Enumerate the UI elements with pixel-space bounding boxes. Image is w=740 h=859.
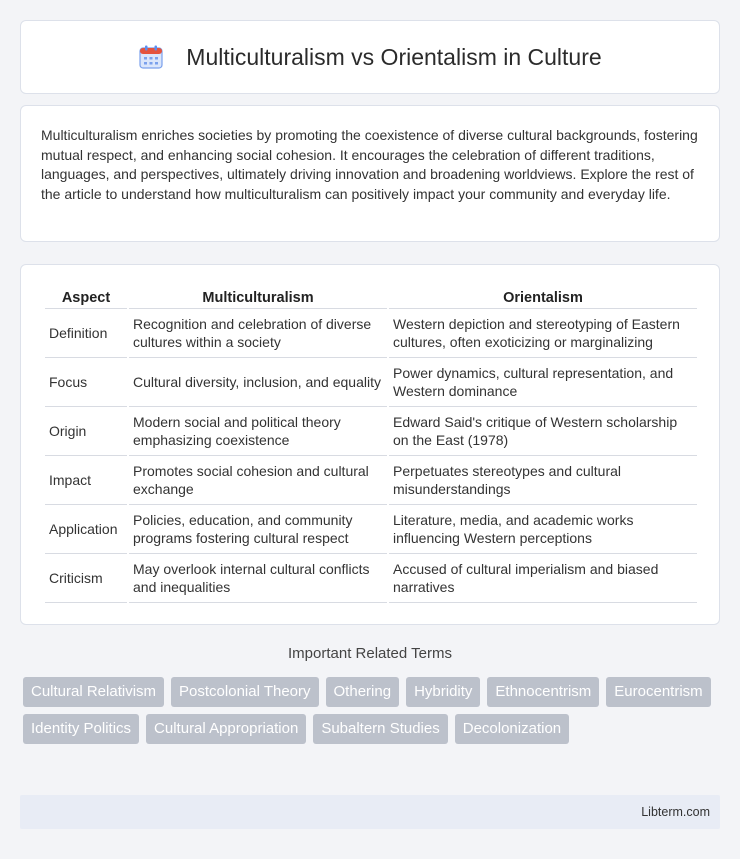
column-header-multiculturalism: Multiculturalism [129, 285, 387, 309]
multiculturalism-cell: Cultural diversity, inclusion, and equality [129, 358, 387, 407]
related-term-tag[interactable]: Cultural Appropriation [146, 714, 306, 744]
aspect-cell: Application [45, 505, 127, 554]
intro-text: Multiculturalism enriches societies by promoting the coexistence of diverse cultural backgrounds, fostering mutual respect, and enhancing social cohesion. It encourages the celebration of different traditions, languages, and perspectives, ultimately driving innovation and broadening worldviews. Explore the rest of the article to understand how multiculturalism can positively impact your community and everyday life. [41, 127, 698, 202]
footer-site-link[interactable]: Libterm.com [641, 805, 710, 819]
related-term-tag[interactable]: Othering [326, 677, 400, 707]
table-row [45, 456, 697, 505]
intro-card [20, 105, 720, 242]
related-term-tag[interactable]: Ethnocentrism [487, 677, 599, 707]
aspect-cell: Definition [45, 309, 127, 358]
comparison-table-card [20, 264, 720, 625]
aspect-cell: Origin [45, 407, 127, 456]
table-row [45, 554, 697, 603]
aspect-cell: Focus [45, 358, 127, 407]
related-term-tag[interactable]: Hybridity [406, 677, 480, 707]
table-header-row [45, 285, 697, 309]
related-term-tag[interactable]: Postcolonial Theory [171, 677, 318, 707]
multiculturalism-cell: Modern social and political theory emphasizing coexistence [129, 407, 387, 456]
comparison-table [43, 285, 699, 603]
aspect-cell: Impact [45, 456, 127, 505]
orientalism-cell: Power dynamics, cultural representation, and Western dominance [389, 358, 697, 407]
header-card [20, 20, 720, 94]
table-row [45, 358, 697, 407]
multiculturalism-cell: Promotes social cohesion and cultural exchange [129, 456, 387, 505]
orientalism-cell: Perpetuates stereotypes and cultural misunderstandings [389, 456, 697, 505]
orientalism-cell: Western depiction and stereotyping of Eastern cultures, often exoticizing or marginalizing [389, 309, 697, 358]
multiculturalism-cell: Recognition and celebration of diverse cultures within a society [129, 309, 387, 358]
multiculturalism-cell: May overlook internal cultural conflicts and inequalities [129, 554, 387, 603]
related-term-tag[interactable]: Eurocentrism [606, 677, 710, 707]
related-term-tag[interactable]: Cultural Relativism [23, 677, 164, 707]
related-terms-title: Important Related Terms [288, 645, 452, 662]
related-term-tag[interactable]: Subaltern Studies [313, 714, 447, 744]
table-row [45, 309, 697, 358]
aspect-cell: Criticism [45, 554, 127, 603]
table-row [45, 505, 697, 554]
multiculturalism-cell: Policies, education, and community programs fostering cultural respect [129, 505, 387, 554]
related-term-tag[interactable]: Decolonization [455, 714, 569, 744]
related-terms-list [23, 677, 723, 751]
column-header-orientalism: Orientalism [389, 285, 697, 309]
table-row [45, 407, 697, 456]
calendar-icon [138, 44, 164, 70]
page-title: Multiculturalism vs Orientalism in Culture [186, 43, 602, 70]
orientalism-cell: Edward Said's critique of Western scholarship on the East (1978) [389, 407, 697, 456]
orientalism-cell: Literature, media, and academic works influencing Western perceptions [389, 505, 697, 554]
related-term-tag[interactable]: Identity Politics [23, 714, 139, 744]
column-header-aspect: Aspect [45, 285, 127, 309]
footer [20, 795, 720, 829]
orientalism-cell: Accused of cultural imperialism and biased narratives [389, 554, 697, 603]
